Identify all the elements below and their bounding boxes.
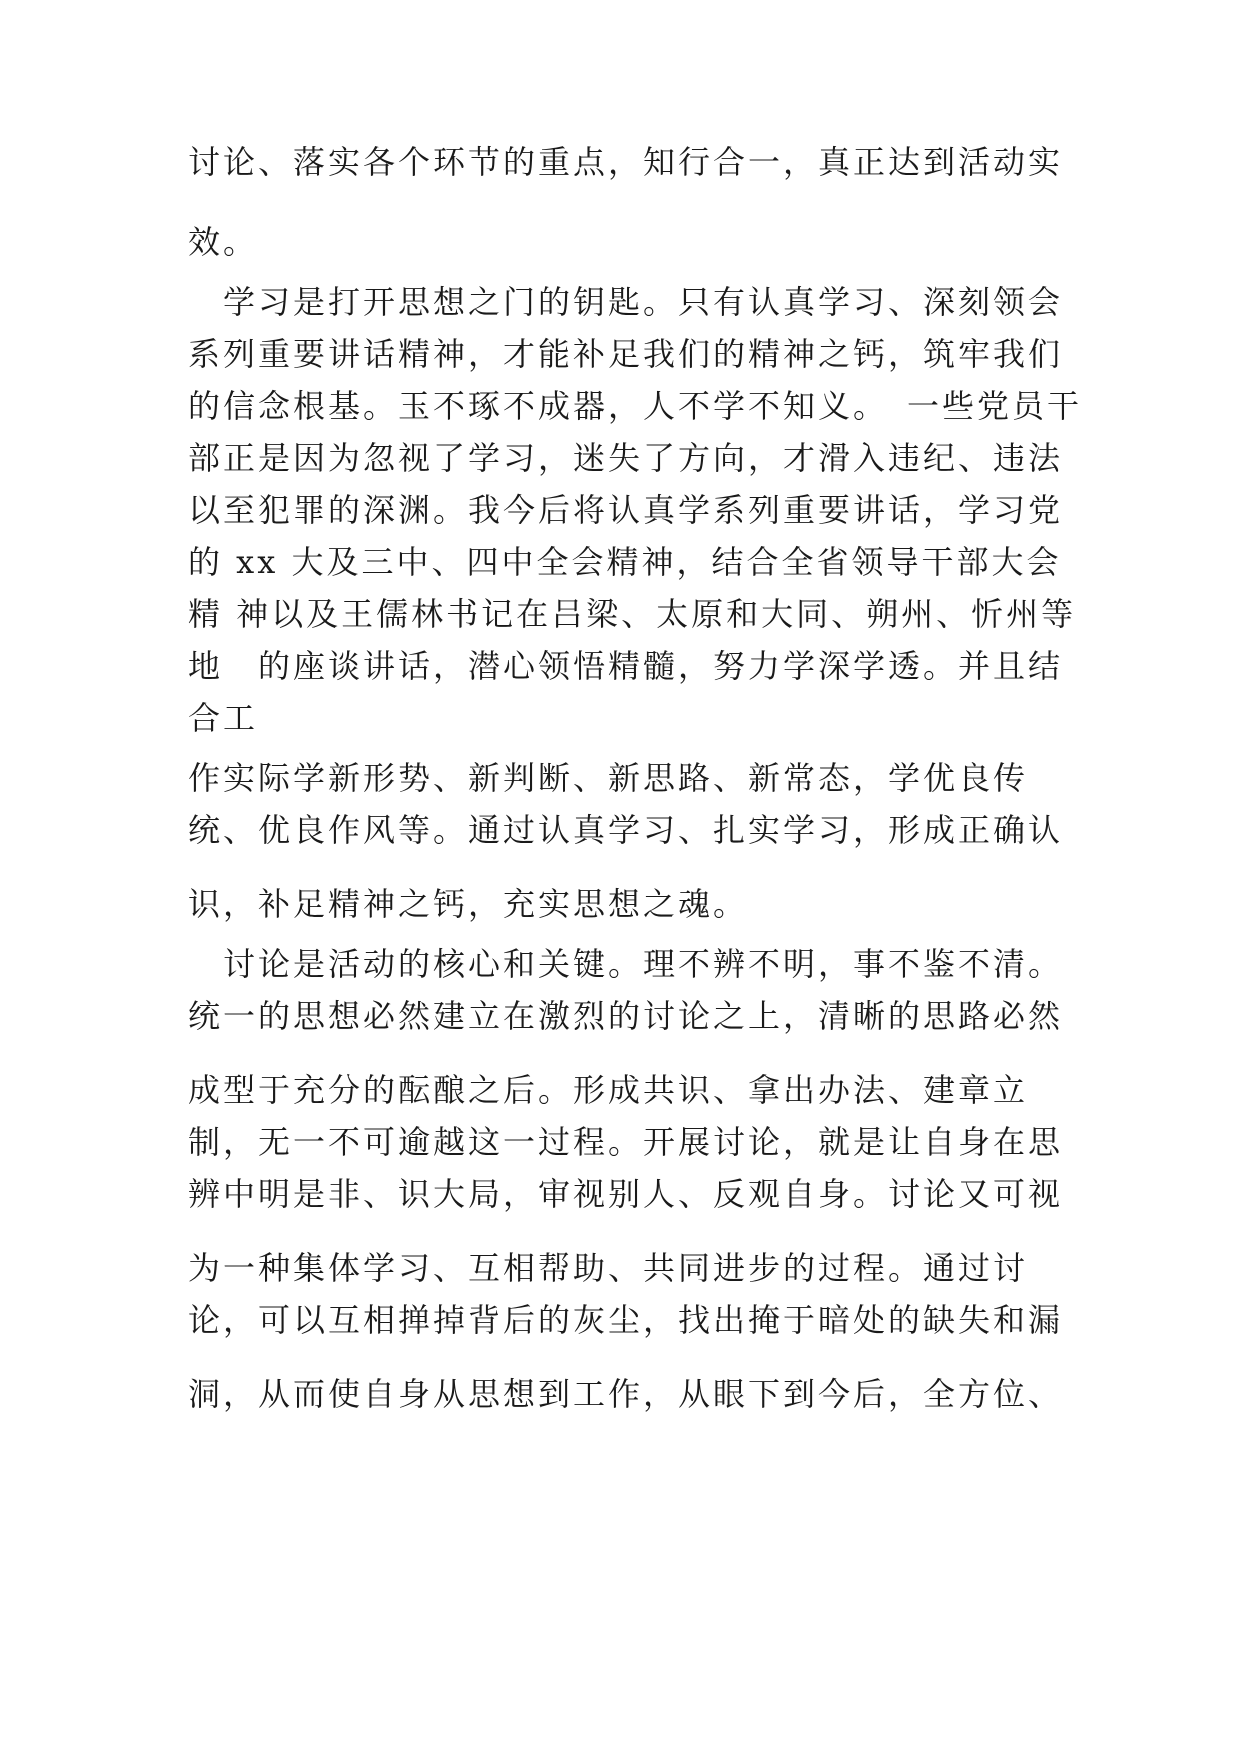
text-line: 地 的座谈讲话，潜心领悟精髓，努力学深学透。并且结 bbox=[188, 647, 1064, 685]
text-line: 识，补足精神之钙，充实思想之魂。 bbox=[188, 885, 749, 923]
text-line: 部正是因为忽视了学习，迷失了方向，才滑入违纪、违法 bbox=[188, 439, 1064, 477]
text-line: 讨论是活动的核心和关键。理不辨不明，事不鉴不清。 bbox=[188, 945, 1064, 983]
text-line: 洞，从而使自身从思想到工作，从眼下到今后，全方位、 bbox=[188, 1375, 1064, 1413]
text-line: 讨论、落实各个环节的重点，知行合一，真正达到活动实 bbox=[188, 143, 1064, 181]
text-line: 制，无一不可逾越这一过程。开展讨论，就是让自身在思 bbox=[188, 1123, 1064, 1161]
text-line: 成型于充分的酝酿之后。形成共识、拿出办法、建章立 bbox=[188, 1071, 1029, 1109]
text-line: 统、优良作风等。通过认真学习、扎实学习，形成正确认 bbox=[188, 811, 1064, 849]
text-line: 为一种集体学习、互相帮助、共同进步的过程。通过讨 bbox=[188, 1249, 1029, 1287]
text-line: 的信念根基。玉不琢不成器，人不学不知义。 一些党员干 bbox=[188, 387, 1083, 425]
text-line: 以至犯罪的深渊。我今后将认真学系列重要讲话，学习党 bbox=[188, 491, 1064, 529]
text-line: 系列重要讲话精神，才能补足我们的精神之钙，筑牢我们 bbox=[188, 335, 1064, 373]
text-line: 效。 bbox=[188, 223, 259, 261]
text-line: 论，可以互相掸掉背后的灰尘，找出掩于暗处的缺失和漏 bbox=[188, 1301, 1064, 1339]
text-line: 合工 bbox=[188, 699, 259, 737]
text-line: 作实际学新形势、新判断、新思路、新常态，学优良传 bbox=[188, 759, 1029, 797]
text-line: 统一的思想必然建立在激烈的讨论之上，清晰的思路必然 bbox=[188, 997, 1064, 1035]
text-line: 精 神以及王儒林书记在吕梁、太原和大同、朔州、忻州等 bbox=[188, 595, 1077, 633]
text-line: 的 xx 大及三中、四中全会精神，结合全省领导干部大会 bbox=[188, 543, 1062, 581]
text-line: 学习是打开思想之门的钥匙。只有认真学习、深刻领会 bbox=[188, 283, 1064, 321]
text-line: 辨中明是非、识大局，审视别人、反观自身。讨论又可视 bbox=[188, 1175, 1064, 1213]
